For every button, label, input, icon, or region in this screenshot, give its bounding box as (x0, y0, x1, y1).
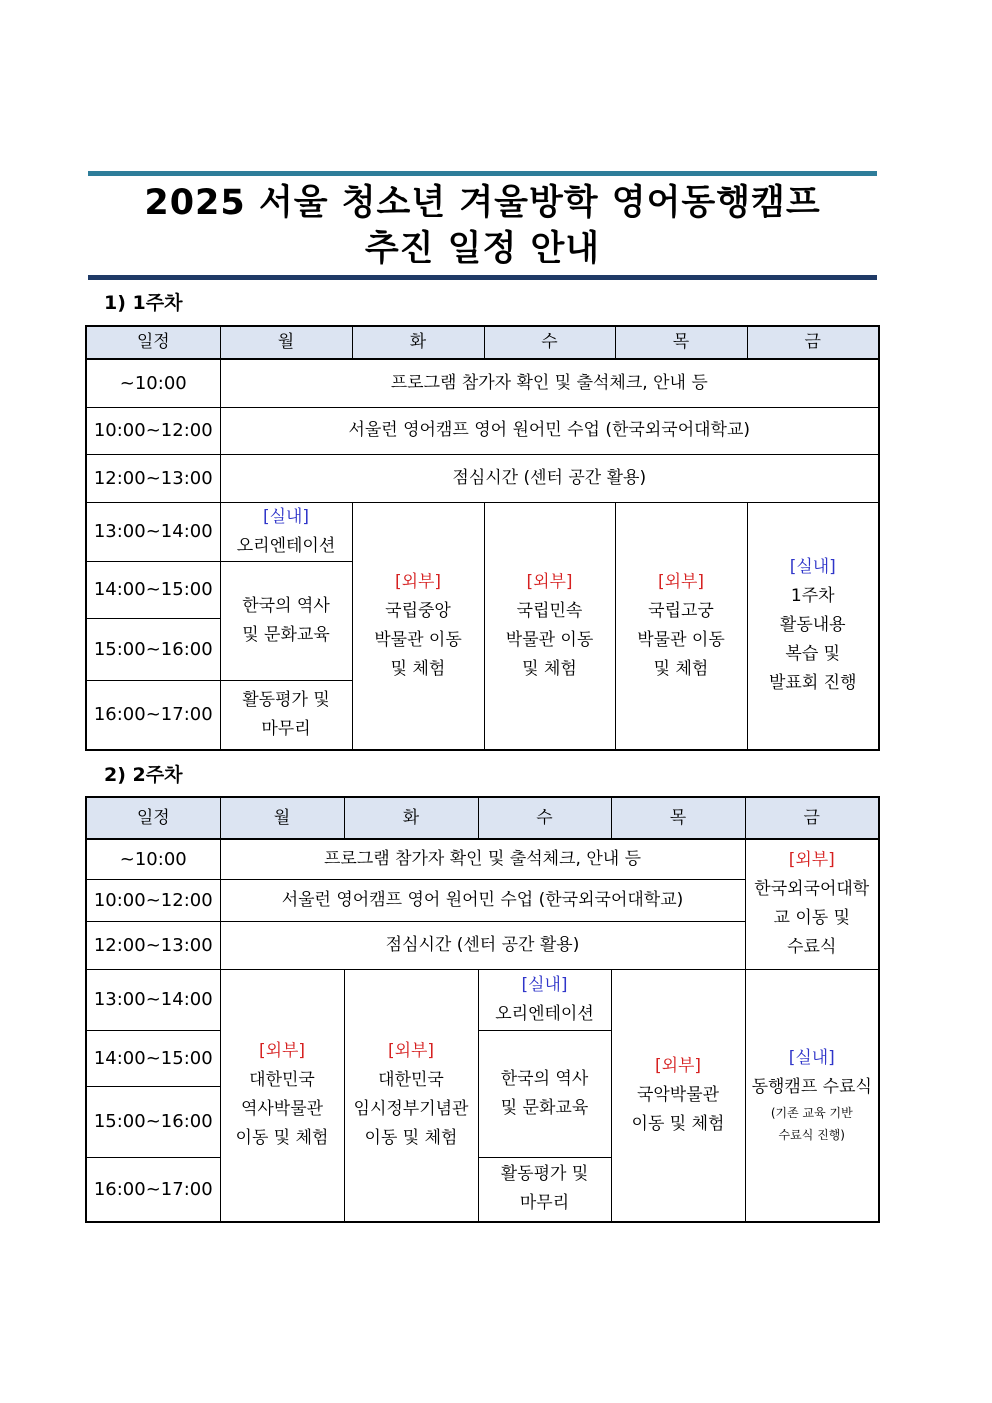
title-bottom-rule (88, 275, 877, 280)
header-mon: 월 (220, 797, 344, 839)
indoor-tag: [실내] (262, 506, 310, 527)
outdoor-tag: [외부] (788, 850, 835, 871)
common-activity: 프로그램 참가자 확인 및 출석체크, 안내 등 (220, 359, 879, 407)
activity-text: 및 문화교육 (500, 1097, 589, 1118)
table-row (86, 359, 879, 407)
wed-activity-cell (484, 502, 615, 750)
time-cell: ~10:00 (86, 839, 220, 879)
common-activity: 프로그램 참가자 확인 및 출석체크, 안내 등 (220, 839, 745, 879)
table-row (86, 454, 879, 502)
activity-text: 임시정부기념관 (353, 1099, 469, 1120)
activity-text: 오리엔테이션 (495, 1003, 594, 1024)
wed-eval-cell (478, 1157, 611, 1222)
activity-text: 이동 및 체험 (631, 1113, 725, 1134)
activity-text: 및 문화교육 (242, 624, 330, 645)
activity-text: 대한민국 (249, 1070, 315, 1091)
outdoor-tag: [외부] (526, 571, 573, 592)
activity-text: 활동내용 (779, 615, 846, 636)
activity-text: 1주차 (790, 586, 835, 607)
activity-text: 활동평가 및 (500, 1164, 589, 1185)
activity-text: 박물관 이동 (505, 629, 594, 650)
mon-history-cell (220, 561, 352, 680)
common-activity: 점심시간 (센터 공간 활용) (220, 454, 879, 502)
time-cell: 14:00~15:00 (86, 561, 220, 618)
activity-text: 박물관 이동 (637, 629, 725, 650)
indoor-tag: [실내] (521, 974, 568, 995)
activity-text: 및 체험 (653, 658, 709, 679)
time-cell: 12:00~13:00 (86, 921, 220, 969)
fri-morning-cell (745, 839, 879, 969)
time-cell: 13:00~14:00 (86, 502, 220, 561)
activity-text: 이동 및 체험 (235, 1128, 329, 1149)
thu-activity-cell (615, 502, 747, 750)
week1-header-row (86, 326, 879, 359)
header-wed: 수 (478, 797, 611, 839)
activity-text: 및 체험 (522, 658, 577, 679)
activity-text: 활동평가 및 (242, 689, 330, 710)
week1-heading: 1) 1주차 (104, 292, 183, 314)
activity-text: 한국의 역사 (242, 595, 330, 616)
mon-activity-cell (220, 969, 344, 1222)
time-cell: 14:00~15:00 (86, 1030, 220, 1086)
thu-activity-cell (611, 969, 745, 1222)
activity-note: (기존 교육 기반 (770, 1106, 853, 1121)
activity-text: 수료식 (787, 937, 837, 958)
header-fri: 금 (747, 326, 879, 359)
time-cell: ~10:00 (86, 359, 220, 407)
activity-text: 마무리 (261, 718, 311, 739)
outdoor-tag: [외부] (654, 1055, 702, 1076)
activity-text: 교 이동 및 (773, 908, 850, 929)
table-row (86, 502, 879, 561)
outdoor-tag: [외부] (387, 1041, 435, 1062)
header-thu: 목 (611, 797, 745, 839)
common-activity: 점심시간 (센터 공간 활용) (220, 921, 745, 969)
activity-text: 대한민국 (378, 1070, 444, 1091)
week2-schedule-table (85, 796, 880, 1223)
outdoor-tag: [외부] (657, 571, 705, 592)
mon-orientation-cell (220, 502, 352, 561)
header-tue: 화 (352, 326, 484, 359)
activity-text: 국립중앙 (385, 600, 451, 621)
title-block (88, 171, 877, 280)
week2-heading: 2) 2주차 (104, 764, 183, 786)
header-thu: 목 (615, 326, 747, 359)
time-cell: 15:00~16:00 (86, 618, 220, 680)
activity-text: 국립민속 (516, 600, 583, 621)
indoor-tag: [실내] (788, 1048, 835, 1069)
week2-header-row (86, 797, 879, 839)
table-row (86, 969, 879, 1030)
activity-text: 복습 및 (785, 644, 841, 665)
time-cell: 16:00~17:00 (86, 680, 220, 750)
common-activity: 서울런 영어캠프 영어 원어민 수업 (한국외국어대학교) (220, 407, 879, 454)
activity-text: 국립고궁 (648, 600, 714, 621)
time-cell: 15:00~16:00 (86, 1086, 220, 1157)
table-row (86, 407, 879, 454)
title-top-rule (88, 171, 877, 176)
fri-activity-cell (747, 502, 879, 750)
header-tue: 화 (344, 797, 478, 839)
activity-text: 및 체험 (390, 658, 446, 679)
title-line-2: 추진 일정 안내 (364, 229, 601, 269)
activity-text: 박물관 이동 (374, 629, 462, 650)
time-cell: 10:00~12:00 (86, 407, 220, 454)
outdoor-tag: [외부] (258, 1041, 306, 1062)
activity-text: 이동 및 체험 (364, 1128, 458, 1149)
header-mon: 월 (220, 326, 352, 359)
tue-activity-cell (352, 502, 484, 750)
activity-text: 오리엔테이션 (236, 535, 336, 556)
header-wed: 수 (484, 326, 615, 359)
activity-text: 국악박물관 (636, 1084, 720, 1105)
activity-text: 발표회 진행 (768, 673, 857, 694)
wed-history-cell (478, 1030, 611, 1157)
activity-text: 마무리 (519, 1193, 570, 1214)
activity-text: 한국외국어대학 (754, 879, 870, 900)
time-cell: 16:00~17:00 (86, 1157, 220, 1222)
tue-activity-cell (344, 969, 478, 1222)
outdoor-tag: [외부] (394, 571, 442, 592)
time-cell: 13:00~14:00 (86, 969, 220, 1030)
time-cell: 12:00~13:00 (86, 454, 220, 502)
header-schedule: 일정 (86, 797, 220, 839)
common-activity: 서울런 영어캠프 영어 원어민 수업 (한국외국어대학교) (220, 879, 745, 921)
table-row (86, 839, 879, 879)
time-cell: 10:00~12:00 (86, 879, 220, 921)
fri-activity-cell (745, 969, 879, 1222)
header-schedule: 일정 (86, 326, 220, 359)
activity-text: 한국의 역사 (500, 1068, 589, 1089)
activity-text: 역사박물관 (240, 1099, 324, 1120)
activity-text: 동행캠프 수료식 (751, 1077, 872, 1098)
indoor-tag: [실내] (789, 557, 836, 578)
wed-orientation-cell (478, 969, 611, 1030)
header-fri: 금 (745, 797, 879, 839)
week1-schedule-table (85, 325, 880, 751)
activity-note: 수료식 진행) (778, 1128, 845, 1143)
mon-eval-cell (220, 680, 352, 750)
title-line-1: 2025 서울 청소년 겨울방학 영어동행캠프 (144, 183, 821, 223)
